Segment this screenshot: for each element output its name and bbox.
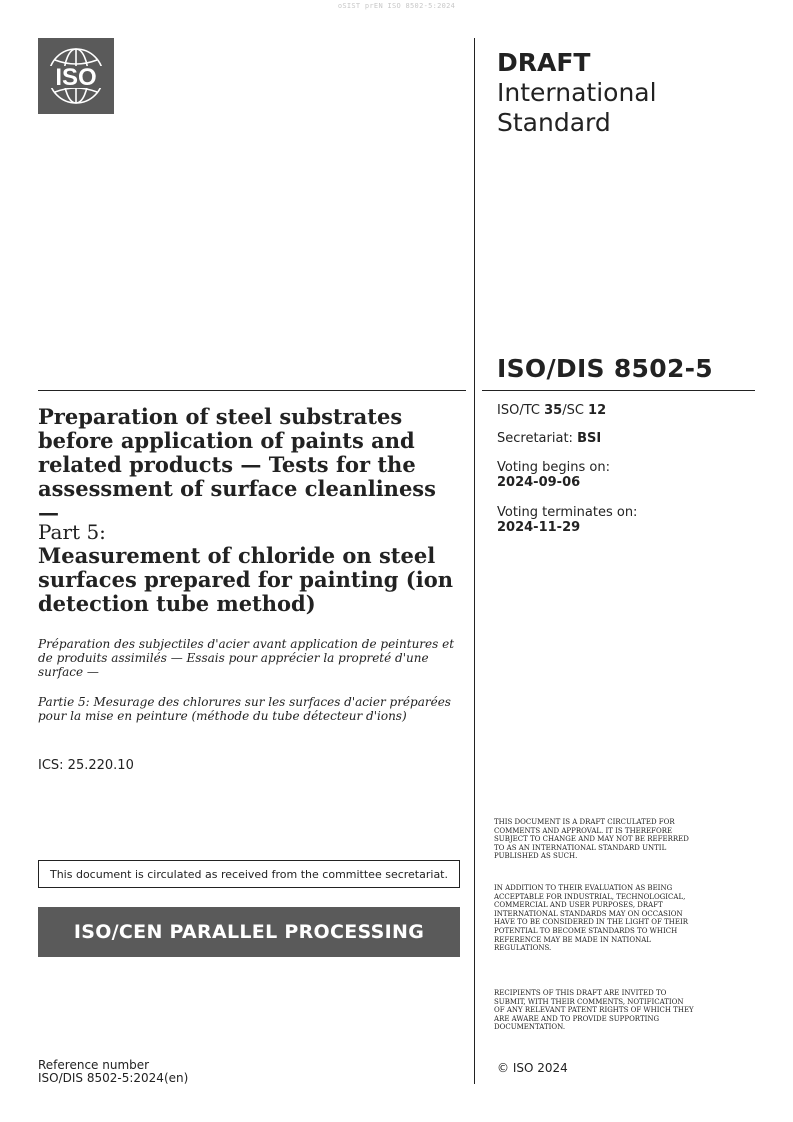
iso-globe-icon [38,38,114,114]
reference-label: Reference number [38,1058,150,1072]
divider-right [482,390,755,391]
parallel-processing-banner: ISO/CEN PARALLEL PROCESSING [38,907,460,957]
circulation-notice: This document is circulated as received from the committee secretariat. [38,860,460,888]
part-title: Measurement of chloride on steel surfaces prepared for painting (ion detection tube method) [38,543,453,616]
ics-code: ICS: 25.220.10 [38,758,134,773]
watermark: oSIST prEN ISO 8502-5:2024 [337,2,456,10]
standard-number: ISO/DIS 8502-5 [497,354,714,383]
voting-terminates-label: Voting terminates on: [497,505,638,520]
disclaimer-1: THIS DOCUMENT IS A DRAFT CIRCULATED FOR COMMENTS AND APPROVAL. IT IS THEREFORE SUBJECT TO CHANGE AND MAY NOT BE REFERRED TO AS AN INTERNATIONAL STANDARD UNTIL PUBLISHED AS SUCH. [494,818,689,861]
voting-terminates [497,505,637,535]
column-divider [474,38,475,1084]
reference-value: ISO/DIS 8502-5:2024(en) [38,1071,189,1085]
voting-begins-label: Voting begins on: [497,460,611,475]
document-title: Preparation of steel substrates before application of paints and related products — Tests for the assessment of surface cleanliness — [38,404,436,525]
reference-number [38,1059,188,1085]
secretariat: Secretariat: BSI [497,431,602,446]
voting-terminates-date: 2024-11-29 [497,520,581,535]
copyright: © ISO 2024 [497,1061,568,1075]
document-status [497,48,657,138]
logo-text: ISO [55,64,97,91]
status-standard: Standard [497,108,611,137]
iso-logo [38,38,114,114]
disclaimer-2: IN ADDITION TO THEIR EVALUATION AS BEING ACCEPTABLE FOR INDUSTRIAL, TECHNOLOGICAL, COMMERCIAL AND USER PURPOSES, DRAFT INTERNATIONAL STANDARDS MAY ON OCCASION HAVE TO BE CONSIDERED IN THE LIGHT OF THEIR POTENTIAL TO BECOME STANDARDS TO WHICH REFERENCE MAY BE MADE IN NATIONAL REGULATIONS. [494,884,689,953]
status-draft: DRAFT [497,48,591,77]
voting-begins [497,460,610,490]
voting-begins-date: 2024-09-06 [497,475,581,490]
divider-left [38,390,466,391]
committee: ISO/TC 35/SC 12 [497,403,607,418]
french-part-title: Partie 5: Mesurage des chlorures sur les surfaces d'acier préparées pour la mise en peinture (méthode du tube détecteur d'ions) [38,695,451,723]
part-label: Part 5: [38,520,106,544]
disclaimer-3: RECIPIENTS OF THIS DRAFT ARE INVITED TO SUBMIT, WITH THEIR COMMENTS, NOTIFICATION OF ANY RELEVANT PATENT RIGHTS OF WHICH THEY ARE AWARE AND TO PROVIDE SUPPORTING DOCUMENTATION. [494,989,694,1032]
status-international: International [497,78,657,107]
french-title: Préparation des subjectiles d'acier avant application de peintures et de produits assimilés — Essais pour apprécier la propreté d'une surface — [38,637,455,679]
